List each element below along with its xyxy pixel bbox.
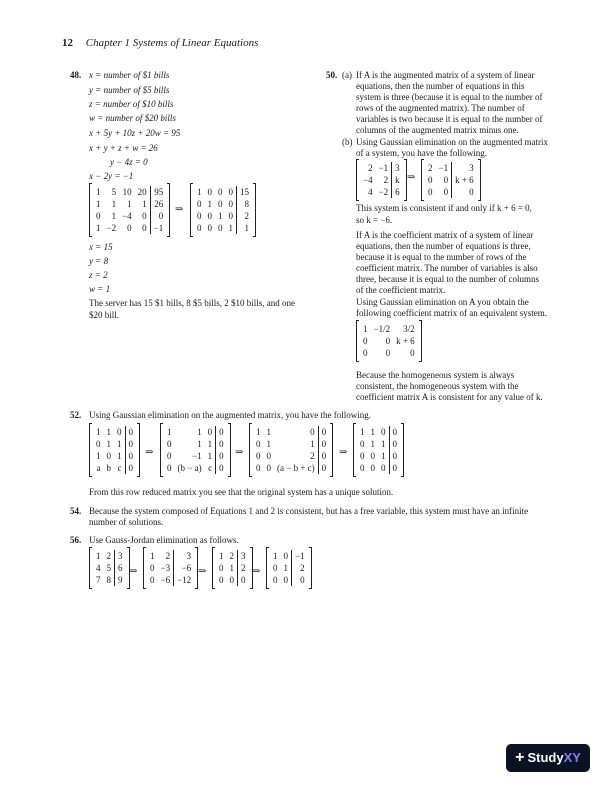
matrix-cell: 0 [128, 463, 133, 473]
matrix-cell: 20 [137, 187, 147, 197]
matrix-cell: 2 [241, 563, 246, 573]
p50-b-line-13: Because the homogeneous system is always [356, 370, 515, 380]
matrix-cell: 8 [106, 575, 111, 585]
matrix-cell: 1 [219, 551, 224, 561]
matrix-cell: 0 [256, 463, 261, 473]
matrix-cell: 1 [106, 427, 111, 437]
matrix-cell: 2 [106, 551, 111, 561]
matrix-cell: 0 [219, 563, 224, 573]
matrix-cell: 0 [142, 223, 147, 233]
problem-56-number: 56. [70, 535, 82, 545]
p50-matrix-3 [356, 321, 422, 361]
matrix-cell: 2 [310, 451, 315, 461]
matrix-cell: c [208, 463, 213, 473]
matrix-cell: 0 [410, 348, 415, 358]
matrix-cell: 0 [207, 427, 213, 437]
matrix-cell: 3 [118, 551, 123, 561]
matrix-cell: 0 [229, 575, 234, 585]
matrix-cell: 1 [127, 199, 132, 209]
matrix-cell: 0 [381, 427, 386, 437]
p50-a-line-1: If A is the augmented matrix of a system of linear [356, 70, 535, 80]
matrix-cell: 0 [360, 451, 365, 461]
matrix-cell: 5 [111, 187, 117, 197]
p56-matrix-1 [89, 548, 130, 588]
matrix-cell: 1 [363, 324, 368, 334]
p48-arrow: ⇒ [175, 204, 184, 215]
matrix-cell: 0 [321, 427, 327, 437]
p48-eq-1: x + 5y + 10z + 20w = 95 [89, 128, 181, 138]
matrix-cell: 0 [381, 463, 386, 473]
matrix-cell: −12 [177, 575, 192, 585]
p56-arrow-2: ⇒ [198, 566, 207, 577]
matrix-cell: 0 [158, 211, 164, 221]
matrix-cell: 0 [106, 451, 111, 461]
matrix-cell: 1 [381, 439, 386, 449]
matrix-cell: 3 [241, 551, 246, 561]
matrix-cell: 4 [368, 187, 373, 197]
matrix-cell: 1 [197, 427, 202, 437]
matrix-cell: 2 [428, 163, 433, 173]
p50-matrix-1 [356, 160, 407, 200]
matrix-cell: 0 [469, 187, 474, 197]
p54-text-1: Because the system composed of Equations 1 and 2 is consistent, but has a free variable, this system must have an infinite [89, 506, 529, 516]
matrix-cell: −1 [438, 163, 449, 173]
studyxy-logo [506, 744, 590, 772]
p48-matrix-1 [89, 184, 170, 236]
matrix-cell: 0 [219, 463, 224, 473]
matrix-cell: 6 [118, 563, 123, 573]
matrix-cell: 8 [244, 199, 249, 209]
p52-matrix-4 [353, 424, 404, 476]
p48-def-2: y = number of $5 bills [89, 85, 170, 95]
matrix-cell: 0 [128, 427, 133, 437]
matrix-cell: 5 [106, 563, 111, 573]
matrix-cell: 6 [395, 187, 400, 197]
p48-eq-2: x + y + z + w = 26 [89, 143, 158, 153]
matrix-cell: 2 [244, 211, 249, 221]
matrix-cell: 0 [197, 199, 202, 209]
matrix-cell: 0 [241, 575, 246, 585]
matrix-cell: 0 [363, 348, 368, 358]
p56-matrix-2 [143, 548, 198, 588]
matrix-cell: 0 [219, 439, 224, 449]
p52-matrix-1 [89, 424, 140, 476]
matrix-cell: 0 [370, 451, 375, 461]
p56-matrix-3 [212, 548, 253, 588]
p56-arrow-3: ⇒ [252, 566, 261, 577]
p52-text: Using Gaussian elimination on the augmented matrix, you have the following. [89, 410, 371, 420]
matrix-cell: 1 [111, 211, 117, 221]
matrix-cell: 1 [370, 439, 375, 449]
matrix-cell: 0 [385, 336, 391, 346]
chapter-title: Chapter 1 Systems of Linear Equations [85, 37, 259, 49]
matrix-cell: 0 [363, 336, 368, 346]
matrix-cell: 1 [117, 451, 122, 461]
p50-b-line-1: Using Gaussian elimination on the augmented matrix [356, 137, 548, 147]
problem-50-number: 50. [326, 70, 338, 80]
p52-matrix-3 [249, 424, 333, 476]
problem-52-number: 52. [70, 410, 82, 420]
matrix-cell: 1 [273, 551, 278, 561]
matrix-cell: 1 [229, 563, 234, 573]
matrix-cell: 0 [228, 187, 233, 197]
matrix-cell: 0 [321, 439, 327, 449]
matrix-cell: 0 [117, 427, 122, 437]
matrix-cell: 15 [240, 187, 249, 197]
matrix-cell: 1 [96, 427, 101, 437]
p54-text-2: number of solutions. [89, 517, 164, 527]
matrix-cell: 0 [392, 427, 397, 437]
p48-text-2: $20 bill. [89, 310, 120, 320]
matrix-cell: −3 [160, 563, 171, 573]
p50-a-label: (a) [342, 70, 352, 80]
matrix-cell: 2 [368, 163, 373, 173]
matrix-cell: 1 [381, 451, 386, 461]
matrix-cell: 1 [310, 439, 315, 449]
matrix-cell: −1 [192, 451, 202, 461]
matrix-cell: 0 [207, 211, 212, 221]
p56-arrow-1: ⇒ [129, 566, 138, 577]
matrix-cell: 0 [385, 348, 391, 358]
matrix-cell: 0 [273, 575, 278, 585]
p50-b-line-4: so k = −6. [356, 215, 393, 225]
matrix-cell: (b − a) [177, 463, 202, 473]
matrix-cell: 1 [218, 211, 223, 221]
matrix-cell: 0 [392, 463, 397, 473]
matrix-cell: b [106, 463, 111, 473]
matrix-cell: 1 [96, 551, 101, 561]
p50-a-line-2: equations, then the number of equations in this [356, 81, 525, 91]
matrix-cell: 0 [219, 427, 224, 437]
p52-arrow-3: ⇒ [339, 447, 348, 458]
matrix-cell: 0 [197, 223, 202, 233]
matrix-cell: 0 [128, 451, 133, 461]
matrix-cell: 1 [228, 223, 233, 233]
logo-text: Study [527, 750, 564, 765]
matrix-cell: 0 [218, 199, 223, 209]
matrix-cell: 1 [96, 223, 101, 233]
matrix-cell: 1 [142, 199, 147, 209]
p50-a-line-6: columns of the augmented matrix minus one. [356, 125, 519, 135]
p50-b-line-6: equations, then the number of equations is three, [356, 241, 531, 251]
matrix-cell: 0 [283, 551, 288, 561]
matrix-cell: 0 [218, 223, 223, 233]
matrix-cell: 0 [360, 463, 365, 473]
p48-eq-4: x − 2y = −1 [89, 171, 134, 181]
matrix-cell: 0 [219, 575, 224, 585]
matrix-cell: 0 [428, 175, 433, 185]
p48-sol-y: y = 8 [89, 256, 109, 266]
matrix-cell: 0 [219, 451, 224, 461]
p50-b-line-3: This system is consistent if and only if k + 6 = 0, [356, 203, 532, 213]
matrix-cell: 0 [428, 187, 433, 197]
matrix-cell: 1 [256, 427, 261, 437]
matrix-cell: (a − b + c) [277, 463, 315, 473]
p48-matrix-2 [190, 184, 256, 236]
p48-sol-z: z = 2 [89, 270, 108, 280]
matrix-cell: 1 [150, 551, 155, 561]
p50-b-line-14: consistent, the homogeneous system with the [356, 381, 519, 391]
matrix-cell: 0 [127, 223, 132, 233]
p50-b-line-5: If A is the coefficient matrix of a system of linear [356, 230, 534, 240]
matrix-cell: 0 [228, 211, 233, 221]
page-number: 12 [62, 37, 73, 49]
matrix-cell: −2 [106, 223, 117, 233]
matrix-cell: 0 [167, 463, 172, 473]
matrix-cell: 0 [370, 463, 375, 473]
matrix-cell: 0 [167, 451, 172, 461]
p50-b-label: (b) [342, 137, 353, 147]
matrix-cell: 3 [186, 551, 192, 561]
matrix-cell: 1 [266, 427, 271, 437]
logo-accent: XY [563, 750, 581, 765]
matrix-cell: 1 [370, 427, 375, 437]
matrix-cell: 0 [321, 463, 327, 473]
matrix-cell: 0 [266, 463, 271, 473]
matrix-cell: 0 [256, 439, 261, 449]
matrix-cell: 1 [207, 199, 212, 209]
p50-arrow: ⇒ [407, 172, 416, 183]
matrix-cell: 0 [360, 439, 365, 449]
problem-54-number: 54. [70, 506, 82, 516]
matrix-cell: 1 [207, 439, 213, 449]
matrix-cell: 0 [443, 187, 449, 197]
p48-sol-x: x = 15 [89, 242, 113, 252]
p52-arrow-1: ⇒ [145, 447, 154, 458]
matrix-cell: 1 [283, 563, 288, 573]
matrix-cell: 1 [197, 439, 202, 449]
p50-matrix-2 [421, 160, 481, 200]
p52-text-2: From this row reduced matrix you see that the original system has a unique solution. [89, 487, 394, 497]
matrix-cell: −4 [122, 211, 132, 221]
matrix-cell: 0 [150, 575, 155, 585]
matrix-cell: 1 [167, 427, 172, 437]
p50-b-line-11: Using Gaussian elimination on A you obtain the [356, 297, 529, 307]
matrix-cell: 0 [443, 175, 449, 185]
p48-eq-3: y − 4z = 0 [110, 157, 148, 167]
matrix-cell: 1 [117, 439, 122, 449]
matrix-cell: 0 [256, 451, 261, 461]
p48-def-4: w = number of $20 bills [89, 113, 176, 123]
matrix-cell: 0 [310, 427, 315, 437]
matrix-cell: k [395, 175, 400, 185]
matrix-cell: a [96, 463, 101, 473]
matrix-cell: 1 [266, 439, 271, 449]
matrix-cell: 1 [96, 187, 101, 197]
matrix-cell: 3/2 [403, 324, 415, 334]
matrix-cell: 2 [229, 551, 234, 561]
matrix-cell: 4 [96, 563, 101, 573]
p50-a-line-4: rows of the augmented matrix). The number of [356, 103, 525, 113]
matrix-cell: 0 [207, 223, 212, 233]
matrix-cell: k + 6 [396, 336, 415, 346]
matrix-cell: 0 [321, 451, 327, 461]
p48-def-1: x = number of $1 bills [89, 70, 170, 80]
matrix-cell: 0 [218, 187, 223, 197]
matrix-cell: 0 [142, 211, 147, 221]
matrix-cell: c [117, 463, 122, 473]
problem-48-number: 48. [70, 70, 82, 80]
matrix-cell: 0 [150, 563, 155, 573]
p50-a-line-5: variables is two because it is equal to the number of [356, 114, 543, 124]
matrix-cell: 0 [392, 439, 397, 449]
matrix-cell: 1 [207, 451, 213, 461]
matrix-cell: 0 [167, 439, 172, 449]
matrix-cell: 0 [273, 563, 278, 573]
matrix-cell: 1 [96, 451, 101, 461]
matrix-cell: 1 [244, 223, 249, 233]
p50-b-line-12: following coefficient matrix of an equivalent system. [356, 308, 548, 318]
matrix-cell: −2 [378, 187, 389, 197]
matrix-cell: −1 [378, 163, 389, 173]
matrix-cell: 2 [383, 175, 389, 185]
matrix-cell: 1 [360, 427, 365, 437]
p48-text-1: The server has 15 $1 bills, 8 $5 bills, 2 $10 bills, and one [89, 298, 295, 308]
matrix-cell: 1 [197, 187, 202, 197]
matrix-cell: 3 [395, 163, 400, 173]
p50-b-line-10: of the coefficient matrix. [356, 285, 446, 295]
matrix-cell: −6 [160, 575, 171, 585]
p50-b-line-2: of a system, you have the following. [356, 148, 487, 158]
p56-text: Use Gauss-Jordan elimination as follows. [89, 535, 239, 545]
matrix-cell: 0 [96, 211, 101, 221]
page-header [62, 37, 258, 49]
p50-b-line-7: because it is equal to the number of rows of the [356, 252, 527, 262]
matrix-cell: 0 [228, 199, 233, 209]
p50-b-line-9: three, because it is equal to the number of columns [356, 274, 539, 284]
matrix-cell: 95 [154, 187, 164, 197]
matrix-cell: 10 [122, 187, 132, 197]
p50-b-line-8: coefficient matrix. The number of variables is also [356, 263, 538, 273]
matrix-cell: −1/2 [373, 324, 391, 334]
matrix-cell: 0 [392, 451, 397, 461]
matrix-cell: 2 [300, 563, 305, 573]
p52-matrix-2 [160, 424, 231, 476]
p50-b-line-15: coefficient matrix A is consistent for any value of k. [356, 392, 543, 402]
matrix-cell: 26 [154, 199, 164, 209]
p50-a-line-3: system is three (because it is equal to the number of [356, 92, 543, 102]
matrix-cell: k + 6 [455, 175, 474, 185]
matrix-cell: 0 [207, 187, 212, 197]
p48-def-3: z = number of $10 bills [89, 99, 174, 109]
matrix-cell: −6 [181, 563, 192, 573]
matrix-cell: 3 [469, 163, 474, 173]
matrix-cell: −1 [153, 223, 164, 233]
matrix-cell: 9 [118, 575, 123, 585]
matrix-cell: 1 [111, 199, 117, 209]
p56-matrix-4 [266, 548, 312, 588]
matrix-cell: 0 [197, 211, 202, 221]
matrix-cell: 0 [300, 575, 305, 585]
matrix-cell: 0 [266, 451, 271, 461]
matrix-cell: 2 [165, 551, 171, 561]
matrix-cell: −1 [295, 551, 305, 561]
matrix-cell: 0 [283, 575, 288, 585]
p48-sol-w: w = 1 [89, 284, 111, 294]
matrix-cell: 7 [96, 575, 101, 585]
p52-arrow-2: ⇒ [235, 447, 244, 458]
matrix-cell: 1 [106, 439, 111, 449]
matrix-cell: 0 [96, 439, 101, 449]
matrix-cell: −4 [363, 175, 373, 185]
matrix-cell: 0 [128, 439, 133, 449]
plus-icon: + [515, 749, 525, 766]
matrix-cell: 1 [96, 199, 101, 209]
